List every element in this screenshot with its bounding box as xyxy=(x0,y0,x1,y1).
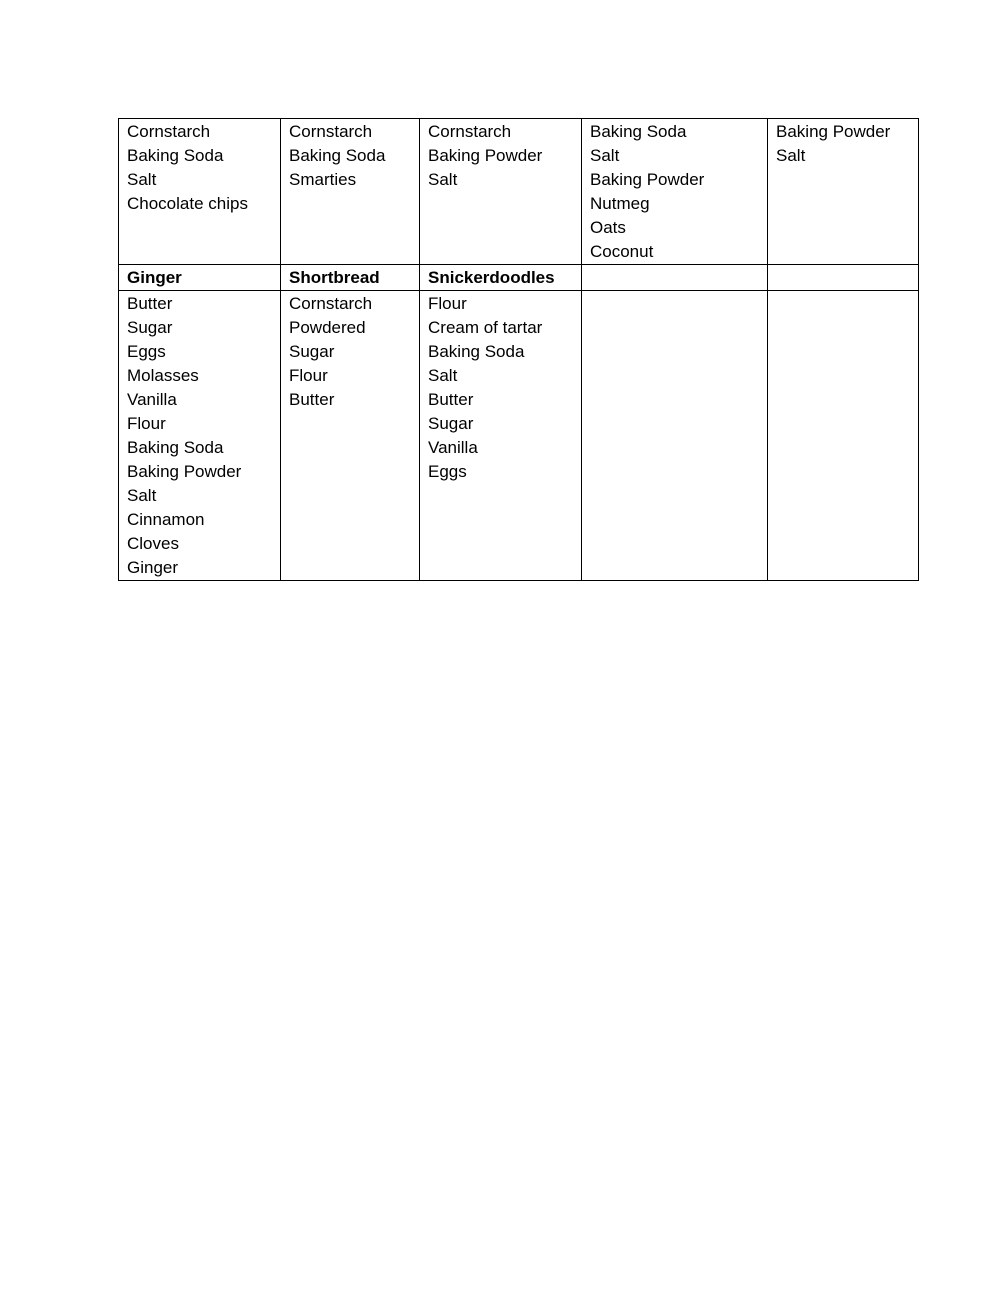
ingredient-item: Coconut xyxy=(590,242,654,261)
ingredients-cell xyxy=(420,291,582,581)
recipe-name: Shortbread xyxy=(289,268,380,287)
ingredient-item: Baking Soda xyxy=(428,342,525,361)
ingredient-item: Flour xyxy=(428,294,467,313)
ingredient-item: Salt xyxy=(127,486,157,505)
ingredients-cell xyxy=(119,291,281,581)
recipe-name-cell xyxy=(119,265,281,291)
ingredient-item: Chocolate chips xyxy=(127,194,248,213)
ingredient-item: Baking Soda xyxy=(127,438,224,457)
ingredient-item: Vanilla xyxy=(428,438,478,457)
ingredient-item: Smarties xyxy=(289,170,357,189)
ingredient-item: Sugar xyxy=(428,414,474,433)
ingredient-item: Butter xyxy=(428,390,474,409)
ingredient-item: Salt xyxy=(776,146,806,165)
ingredient-item: Cornstarch xyxy=(127,122,211,141)
ingredient-item: Salt xyxy=(590,146,620,165)
recipe-name-cell xyxy=(768,265,919,291)
ingredients-cell xyxy=(768,291,919,581)
ingredients-table xyxy=(118,118,919,581)
recipe-name-cell xyxy=(281,265,420,291)
recipe-name: Ginger xyxy=(127,268,182,287)
ingredient-item: Flour xyxy=(289,366,328,385)
ingredients-cell xyxy=(420,119,582,265)
ingredient-item: Eggs xyxy=(428,462,467,481)
ingredient-item: Cornstarch xyxy=(289,122,373,141)
ingredient-item: Butter xyxy=(127,294,173,313)
ingredient-item: Baking Soda xyxy=(590,122,687,141)
ingredient-item: Cornstarch xyxy=(289,294,373,313)
table-row-recipe-names xyxy=(119,265,919,291)
ingredient-item: Molasses xyxy=(127,366,199,385)
ingredient-item: Butter xyxy=(289,390,335,409)
ingredient-item: Cornstarch xyxy=(428,122,512,141)
ingredient-item: Cream of tartar xyxy=(428,318,543,337)
ingredients-cell xyxy=(582,291,768,581)
ingredient-item: Flour xyxy=(127,414,166,433)
ingredient-item: Cinnamon xyxy=(127,510,205,529)
ingredient-item: Baking Powder xyxy=(776,122,891,141)
ingredients-cell xyxy=(582,119,768,265)
ingredient-item: Salt xyxy=(127,170,157,189)
recipe-name: Snickerdoodles xyxy=(428,268,555,287)
ingredient-item: Ginger xyxy=(127,558,179,577)
recipe-name-cell xyxy=(420,265,582,291)
ingredient-item: Baking Soda xyxy=(127,146,224,165)
ingredient-item: Cloves xyxy=(127,534,179,553)
ingredient-item: Salt xyxy=(428,366,458,385)
ingredient-item: Baking Soda xyxy=(289,146,386,165)
ingredient-item: Baking Powder xyxy=(428,146,543,165)
table-row-ingredients-top xyxy=(119,119,919,265)
ingredient-item: Powdered xyxy=(289,318,366,337)
ingredients-cell xyxy=(119,119,281,265)
ingredient-item: Sugar xyxy=(289,342,335,361)
ingredient-item: Eggs xyxy=(127,342,166,361)
ingredients-cell xyxy=(281,119,420,265)
recipe-name-cell xyxy=(582,265,768,291)
table-row-ingredients-bottom xyxy=(119,291,919,581)
ingredients-cell xyxy=(768,119,919,265)
ingredient-item: Baking Powder xyxy=(590,170,705,189)
ingredient-item: Nutmeg xyxy=(590,194,650,213)
ingredient-item: Vanilla xyxy=(127,390,177,409)
ingredient-item: Salt xyxy=(428,170,458,189)
ingredient-item: Oats xyxy=(590,218,626,237)
ingredients-cell xyxy=(281,291,420,581)
ingredient-item: Baking Powder xyxy=(127,462,242,481)
ingredient-item: Sugar xyxy=(127,318,173,337)
